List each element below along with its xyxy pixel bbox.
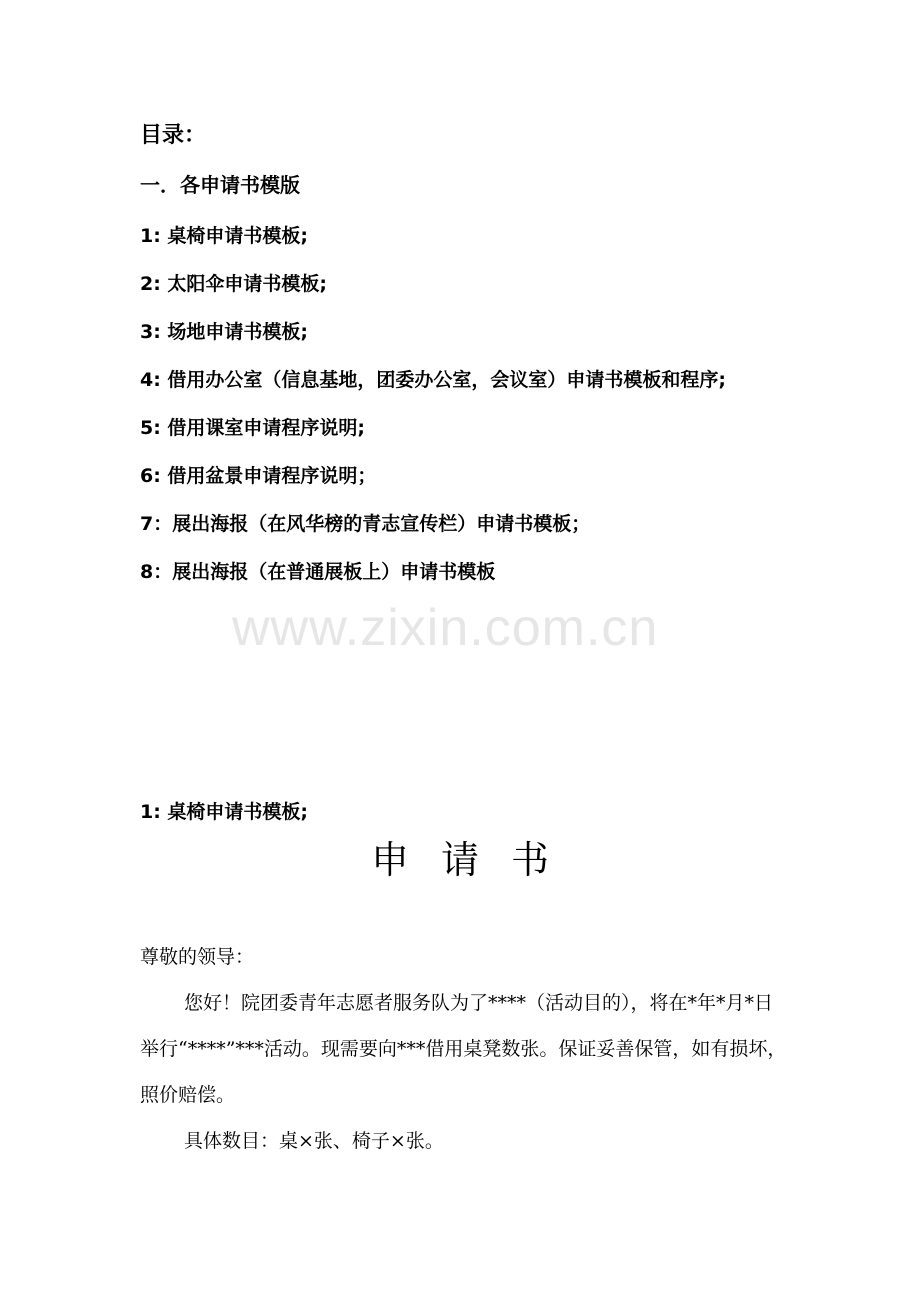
toc-heading: 目录： — [140, 123, 207, 148]
toc-section-title: 一．各申请书模版 — [140, 173, 300, 197]
letter-salutation: 尊敬的领导： — [140, 946, 255, 968]
watermark: www.zixin.com.cn — [232, 599, 659, 657]
toc-item-5: 5: 借用课室申请程序说明; — [140, 417, 366, 439]
toc-item-1: 1: 桌椅申请书模板; — [140, 225, 309, 247]
toc-list — [140, 212, 790, 596]
toc-item-7: 7：展出海报（在风华榜的青志宣传栏）申请书模板； — [140, 513, 591, 535]
toc-item-6: 6: 借用盆景申请程序说明； — [140, 465, 377, 487]
toc-item-2: 2: 太阳伞申请书模板; — [140, 273, 328, 295]
toc-item-4: 4: 借用办公室（信息基地，团委办公室，会议室）申请书模板和程序; — [140, 369, 727, 391]
letter-paragraph-2: 具体数目：桌×张、椅子×张。 — [184, 1130, 444, 1152]
toc-item-8: 8：展出海报（在普通展板上）申请书模板 — [140, 561, 496, 583]
letter-body — [140, 934, 790, 1164]
letter-paragraph-1: 您好！院团委青年志愿者服务队为了****（活动目的），将在*年*月*日举行“****”***活动。现需要向***借用桌凳数张。保证妥善保管，如有损坏，照价赔偿。 — [140, 992, 787, 1106]
letter-title: 申请书 — [370, 838, 581, 882]
toc-item-3: 3: 场地申请书模板; — [140, 321, 309, 343]
section-label: 1: 桌椅申请书模板; — [140, 801, 309, 823]
